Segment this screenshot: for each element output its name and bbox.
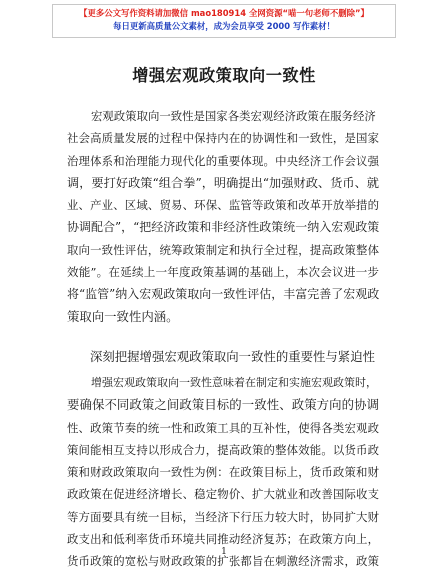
promo-banner	[52, 4, 396, 38]
text-line: 协调配合”，“把经济政策和非经济性政策统一纳入宏观政策	[67, 220, 380, 235]
paragraph-body	[67, 372, 379, 573]
promo-line-wechat: 【更多公文写作资料请加微信 mao180914 全网资源“喵一句老师不删除”】	[79, 8, 369, 18]
text-line: 货币政策的宽松与财政政策的扩张都旨在刺激经济需求，政策	[67, 554, 379, 569]
text-line: 宏观政策取向一致性是国家各类宏观经济政策在服务经济	[91, 109, 376, 123]
text-line: 效能”。在延续上一年度政策基调的基础上，本次会议进一步	[67, 265, 379, 280]
text-line: 治理体系和治理能力现代化的重要体现。中央经济工作会议强	[67, 153, 379, 168]
text-line: 策和财政政策取向一致性为例：在政策目标上，货币政策和财	[67, 465, 379, 480]
text-line: 性、政策节奏的统一性和政策工具的互补性，使得各类宏观政	[67, 420, 379, 435]
text-line: 将“监管”纳入宏观政策取向一致性评估，丰富完善了宏观政	[67, 287, 380, 302]
section-subheading: 深刻把握增强宏观政策取向一致性的重要性与紧迫性	[90, 349, 375, 364]
text-line: 增强宏观政策取向一致性意味着在制定和实施宏观政策时，	[91, 376, 377, 389]
text-line: 政支出和低利率货币环境共同推动经济复苏；在政策方向上，	[67, 532, 379, 547]
promo-line-membership: 每日更新高质量公文素材，成为会员享受 2000 写作素材！	[113, 21, 335, 31]
text-line: 政政策在促进经济增长、稳定物价、扩大就业和改善国际收支	[67, 487, 379, 502]
text-line: 调，要打好政策“组合拳”，明确提出“加强财政、货币、就	[67, 175, 379, 190]
text-line: 等方面要具有统一目标，当经济下行压力较大时，协同扩大财	[67, 509, 379, 524]
page-number: 1	[221, 547, 227, 557]
text-line: 策间能相互支持以形成合力，提高政策的整体效能。以货币政	[67, 442, 379, 457]
text-line: 社会高质量发展的过程中保持内在的协调性和一致性，是国家	[67, 131, 379, 146]
text-line: 策取向一致性内涵。	[67, 308, 179, 324]
text-line: 业、产业、区域、贸易、环保、监管等政策和改革开放举措的	[67, 198, 379, 213]
document-title: 增强宏观政策取向一致性	[132, 66, 316, 85]
text-line: 要确保不同政策之间政策目标的一致性、政策方向的协调	[67, 397, 379, 413]
text-line: 取向一致性评估，统筹政策制定和执行全过程，提高政策整体	[67, 242, 379, 257]
paragraph-intro	[67, 105, 379, 328]
